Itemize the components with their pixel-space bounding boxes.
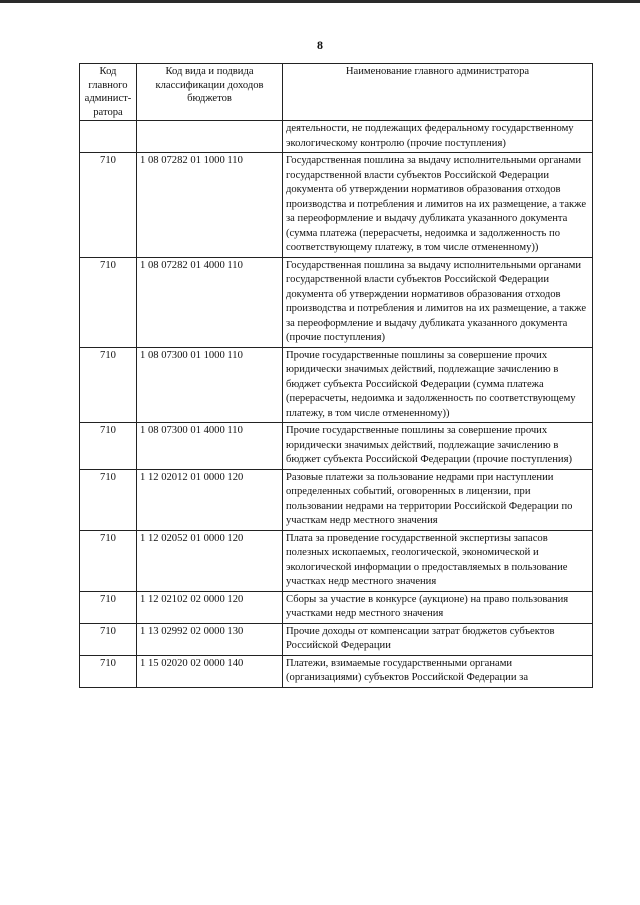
cell-code: 710 bbox=[80, 153, 137, 258]
cell-code: 710 bbox=[80, 347, 137, 423]
cell-name: Государственная пошлина за выдачу исполнительными органами государственной власти субъектов Российской Федерации документа об утверждении нормативов образования отходов производства и потребления и лимитов на их размещение, а также за переоформление и выдачу дубликата указанного документа (прочие поступления) bbox=[283, 257, 593, 347]
table-body bbox=[80, 121, 593, 688]
cell-code: 710 bbox=[80, 591, 137, 623]
cell-code: 710 bbox=[80, 655, 137, 687]
cell-classification: 1 08 07282 01 1000 110 bbox=[137, 153, 283, 258]
cell-name: Сборы за участие в конкурсе (аукционе) на право пользования участками недр местного значения bbox=[283, 591, 593, 623]
header-code: Код главного админист-ратора bbox=[80, 64, 137, 121]
cell-code: 710 bbox=[80, 623, 137, 655]
cell-name: Плата за проведение государственной экспертизы запасов полезных ископаемых, геологической, экономической и экологической информации о предоставляемых в пользование участках недр местного значения bbox=[283, 530, 593, 591]
table-row bbox=[80, 591, 593, 623]
header-row bbox=[80, 64, 593, 121]
cell-code: 710 bbox=[80, 530, 137, 591]
cell-name: Прочие государственные пошлины за совершение прочих юридически значимых действий, подлежащие зачислению в бюджет субъекта Российской Федерации (прочие поступления) bbox=[283, 423, 593, 470]
table-row bbox=[80, 257, 593, 347]
table-row bbox=[80, 655, 593, 687]
header-name: Наименование главного администратора bbox=[283, 64, 593, 121]
cell-name: Государственная пошлина за выдачу исполнительными органами государственной власти субъектов Российской Федерации документа об утверждении нормативов образования отходов производства и потребления и лимитов на их размещение, а также за переоформление и выдачу дубликата указанного документа (сумма платежа (перерасчеты, недоимка и задолженность по соответствующему платежу, в том числе отмененному)) bbox=[283, 153, 593, 258]
cell-classification: 1 12 02012 01 0000 120 bbox=[137, 469, 283, 530]
table-row bbox=[80, 423, 593, 470]
cell-classification: 1 08 07300 01 1000 110 bbox=[137, 347, 283, 423]
page-number: 8 bbox=[317, 38, 323, 52]
table-row bbox=[80, 347, 593, 423]
header-classification: Код вида и подвида классификации доходов бюджетов bbox=[137, 64, 283, 121]
revenue-administrators-table bbox=[79, 63, 593, 688]
cell-classification: 1 13 02992 02 0000 130 bbox=[137, 623, 283, 655]
top-border-rule bbox=[0, 0, 640, 3]
cell-code: 710 bbox=[80, 423, 137, 470]
cell-classification: 1 12 02052 01 0000 120 bbox=[137, 530, 283, 591]
cell-classification: 1 12 02102 02 0000 120 bbox=[137, 591, 283, 623]
cell-code: 710 bbox=[80, 257, 137, 347]
table-row bbox=[80, 153, 593, 258]
table-row bbox=[80, 530, 593, 591]
cell-code: 710 bbox=[80, 469, 137, 530]
cell-name: деятельности, не подлежащих федеральному государственному экологическому контролю (прочие поступления) bbox=[283, 121, 593, 153]
table-row bbox=[80, 121, 593, 153]
cell-name: Прочие государственные пошлины за совершение прочих юридически значимых действий, подлежащие зачислению в бюджет субъекта Российской Федерации (сумма платежа (перерасчеты, недоимка и задолженность по соответствующему платежу, в том числе отмененному)) bbox=[283, 347, 593, 423]
table-row bbox=[80, 623, 593, 655]
cell-classification: 1 08 07300 01 4000 110 bbox=[137, 423, 283, 470]
cell-classification bbox=[137, 121, 283, 153]
cell-name: Платежи, взимаемые государственными органами (организациями) субъектов Российской Федерации за bbox=[283, 655, 593, 687]
table-row bbox=[80, 469, 593, 530]
cell-name: Разовые платежи за пользование недрами при наступлении определенных событий, оговоренных в лицензии, при пользовании недрами на территории Российской Федерации по участкам недр местного значения bbox=[283, 469, 593, 530]
cell-classification: 1 08 07282 01 4000 110 bbox=[137, 257, 283, 347]
cell-classification: 1 15 02020 02 0000 140 bbox=[137, 655, 283, 687]
table-header bbox=[80, 64, 593, 121]
cell-name: Прочие доходы от компенсации затрат бюджетов субъектов Российской Федерации bbox=[283, 623, 593, 655]
cell-code bbox=[80, 121, 137, 153]
